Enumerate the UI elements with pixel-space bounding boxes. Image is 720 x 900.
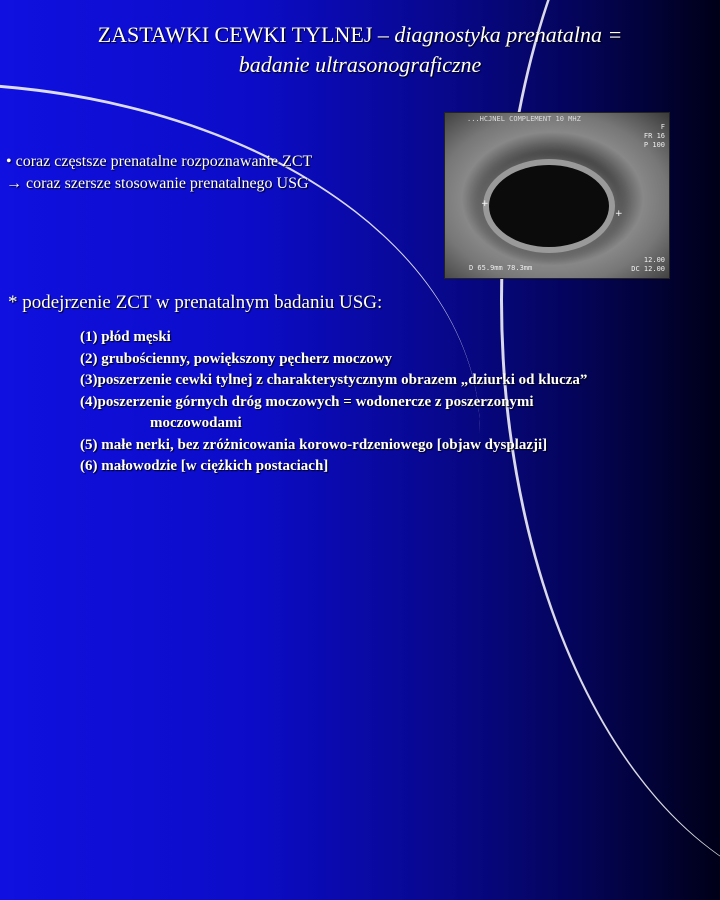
ultrasound-right-labels xyxy=(644,123,665,150)
title-line-2: badanie ultrasonograficzne xyxy=(238,52,482,77)
findings-list xyxy=(80,327,700,478)
slide-title xyxy=(0,20,720,80)
list-item: (5) małe nerki, bez zróżnicowania korowo-rdzeniowego [objaw dysplazji] xyxy=(80,436,548,453)
intro-bullets xyxy=(6,151,436,195)
ultrasound-measurement: D 65.9mm 78.3mm xyxy=(469,264,533,272)
title-italic: diagnostyka prenatalna = xyxy=(394,22,623,47)
list-item: (3)poszerzenie cewki tylnej z charakterystycznym obrazem „dziurki od klucza” xyxy=(80,372,588,388)
bladder-cavity xyxy=(489,165,609,247)
ultrasound-image xyxy=(444,112,670,279)
ultrasound-right-label: FR 16 xyxy=(643,132,665,140)
section-heading: * podejrzenie ZCT w prenatalnym badaniu USG: xyxy=(8,292,383,313)
caliper-marker: + xyxy=(615,209,623,219)
ultrasound-right-label: P 100 xyxy=(643,141,665,149)
list-item: (2) grubościenny, powiększony pęcherz moczowy xyxy=(80,350,393,367)
bullet-line-1: • coraz częstsze prenatalne rozpoznawanie ZCT xyxy=(6,153,313,170)
ultrasound-bottom-right-label: DC 12.00 xyxy=(631,265,665,273)
title-line-1 xyxy=(0,20,720,50)
list-item: (1) płód męski xyxy=(80,329,171,345)
ultrasound-bottom-right-labels xyxy=(631,256,665,274)
title-dash: – xyxy=(372,22,395,47)
ultrasound-right-label: F xyxy=(660,123,665,131)
list-item-continuation: moczowodami xyxy=(150,415,242,431)
ultrasound-top-label: ...HCJNEL COMPLEMENT 10 MHZ xyxy=(467,115,581,123)
list-item: (4)poszerzenie górnych dróg moczowych = wodonercze z poszerzonymi xyxy=(80,393,534,410)
title-main: ZASTAWKI CEWKI TYLNEJ xyxy=(97,22,373,47)
bullet-line-2: → coraz szersze stosowanie prenatalnego USG xyxy=(6,175,309,192)
caliper-marker: + xyxy=(481,199,489,209)
list-item: (6) małowodzie [w ciężkich postaciach] xyxy=(80,458,329,474)
ultrasound-bottom-right-label: 12.00 xyxy=(643,256,665,264)
